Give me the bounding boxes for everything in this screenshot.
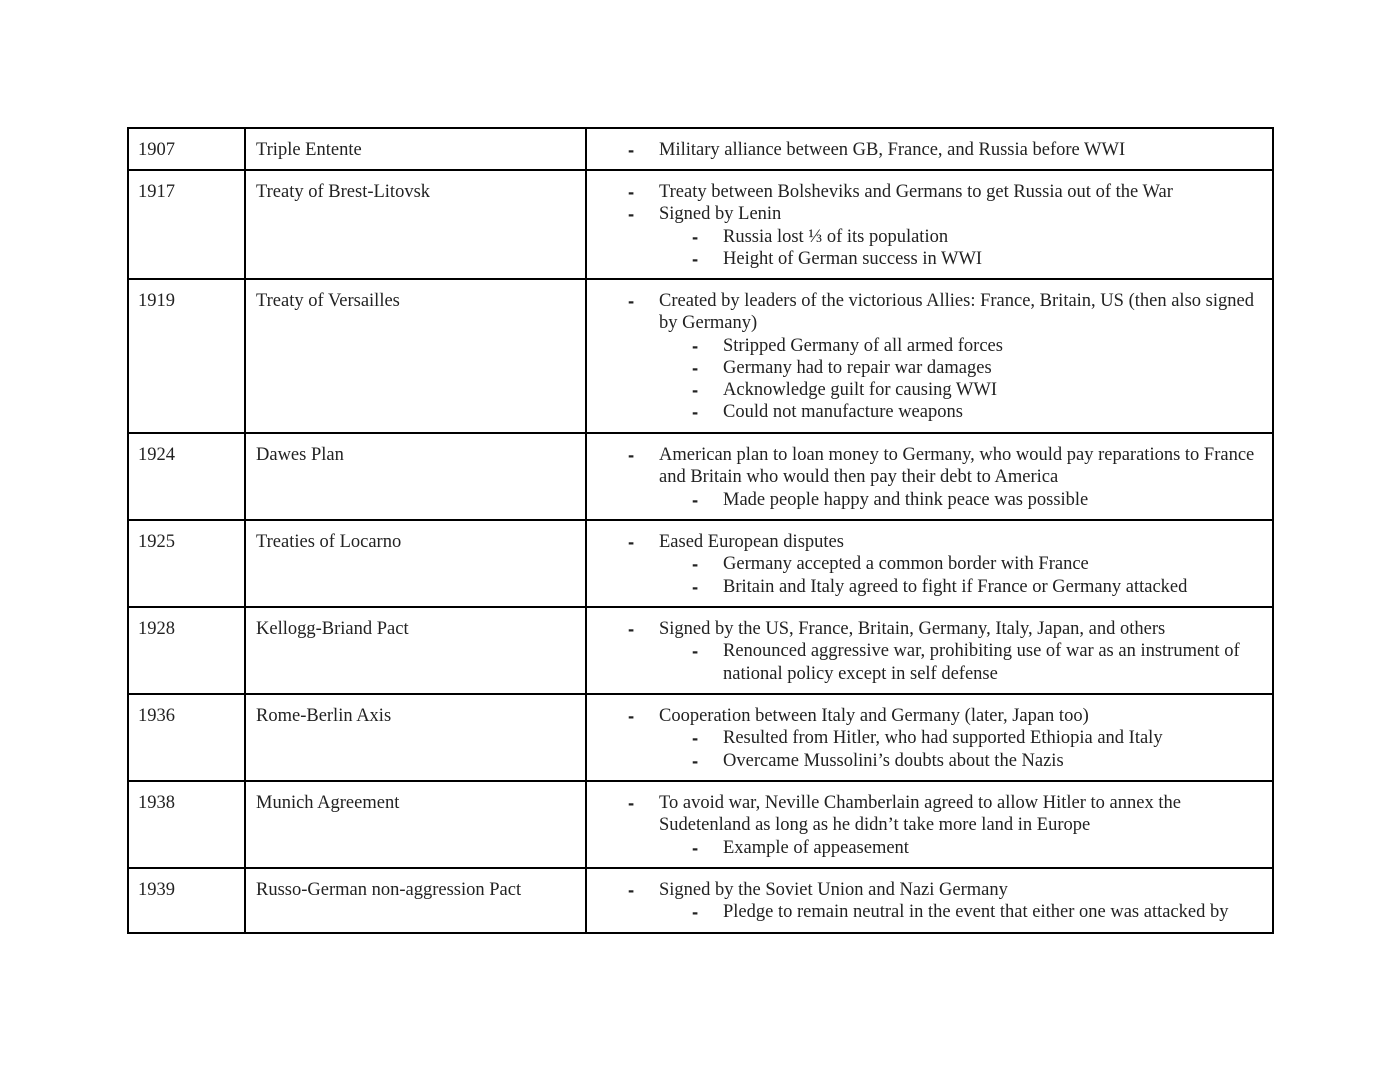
event-name-text: Treaty of Brest-Litovsk: [256, 182, 431, 203]
year-cell: [128, 520, 245, 607]
note-text: Renounced aggressive war, prohibiting use of war as an instrument of national policy except in self defense: [723, 641, 1240, 684]
table-row: [128, 694, 1273, 781]
bullet-dash: -: [692, 488, 699, 510]
bullet-dash: -: [628, 705, 635, 727]
note-text: Military alliance between GB, France, and Russia before WWI: [659, 140, 1126, 160]
year-text: 1939: [138, 880, 175, 901]
sub-note-bullet: [587, 640, 1260, 684]
year-text: 1924: [138, 445, 175, 466]
notes-cell: [586, 607, 1273, 694]
event-name-cell: [245, 128, 586, 170]
sub-note-bullet: [587, 576, 1260, 598]
bullet-dash: -: [628, 879, 635, 901]
note-bullet: [587, 879, 1260, 901]
bullet-dash: -: [692, 379, 699, 401]
timeline-table: [127, 127, 1274, 934]
note-text: Pledge to remain neutral in the event that either one was attacked by: [723, 902, 1229, 923]
sub-note-bullet: [587, 837, 1260, 859]
bullet-dash: -: [628, 181, 635, 203]
bullet-dash: -: [628, 139, 635, 160]
bullet-dash: -: [692, 640, 699, 662]
year-cell: [128, 694, 245, 781]
note-bullet: [587, 181, 1260, 203]
note-text: Germany accepted a common border with France: [723, 554, 1089, 575]
note-bullet: [587, 290, 1260, 334]
note-text: Signed by Lenin: [659, 204, 782, 225]
bullet-dash: -: [628, 531, 635, 553]
notes-cell: [586, 781, 1273, 868]
event-name-text: Treaties of Locarno: [256, 532, 402, 553]
table-row: [128, 868, 1273, 933]
note-bullet: [587, 444, 1260, 488]
table-row: [128, 128, 1273, 170]
sub-note-bullet: [587, 901, 1260, 923]
sub-note-bullet: [587, 226, 1260, 248]
year-cell: [128, 781, 245, 868]
note-text: Stripped Germany of all armed forces: [723, 335, 1003, 356]
sub-note-bullet: [587, 379, 1260, 401]
note-text: Cooperation between Italy and Germany (later, Japan too): [659, 706, 1089, 727]
table-row: [128, 433, 1273, 520]
year-text: 1928: [138, 619, 175, 640]
bullet-dash: -: [692, 727, 699, 749]
note-text: Germany had to repair war damages: [723, 357, 992, 378]
bullet-dash: -: [692, 356, 699, 378]
event-name-cell: [245, 694, 586, 781]
sub-note-bullet: [587, 401, 1260, 423]
note-bullet: [587, 705, 1260, 727]
year-cell: [128, 433, 245, 520]
note-text: Height of German success in WWI: [723, 248, 983, 269]
note-text: Signed by the Soviet Union and Nazi Germany: [659, 880, 1008, 901]
event-name-cell: [245, 433, 586, 520]
event-name-cell: [245, 607, 586, 694]
event-name-cell: [245, 520, 586, 607]
notes-cell: [586, 868, 1273, 933]
year-cell: [128, 170, 245, 279]
table-row: [128, 520, 1273, 607]
bullet-dash: -: [628, 618, 635, 640]
event-name-text: Treaty of Versailles: [256, 291, 400, 312]
event-name-text: Russo-German non-aggression Pact: [256, 880, 522, 901]
note-text: Created by leaders of the victorious Allies: France, Britain, US (then also signed by Germany): [659, 291, 1254, 334]
note-text: Signed by the US, France, Britain, Germany, Italy, Japan, and others: [659, 619, 1166, 640]
year-text: 1907: [138, 140, 175, 160]
notes-cell: [586, 520, 1273, 607]
note-text: Russia lost ⅓ of its population: [723, 226, 949, 247]
year-text: 1938: [138, 793, 175, 814]
note-text: Eased European disputes: [659, 532, 844, 553]
event-name-cell: [245, 781, 586, 868]
note-bullet: [587, 618, 1260, 640]
bullet-dash: -: [692, 575, 699, 597]
note-text: Overcame Mussolini’s doubts about the Nazis: [723, 750, 1064, 771]
note-text: Resulted from Hitler, who had supported Ethiopia and Italy: [723, 728, 1163, 749]
sub-note-bullet: [587, 727, 1260, 749]
notes-cell: [586, 279, 1273, 433]
sub-note-bullet: [587, 750, 1260, 772]
note-text: Treaty between Bolsheviks and Germans to get Russia out of the War: [659, 182, 1173, 203]
timeline-body: [128, 128, 1273, 933]
event-name-text: Triple Entente: [256, 140, 362, 160]
table-row: [128, 607, 1273, 694]
event-name-text: Kellogg-Briand Pact: [256, 619, 409, 640]
event-name-cell: [245, 279, 586, 433]
bullet-dash: -: [692, 749, 699, 771]
note-bullet: [587, 139, 1260, 161]
notes-cell: [586, 694, 1273, 781]
note-bullet: [587, 203, 1260, 225]
year-text: 1919: [138, 291, 175, 312]
note-text: To avoid war, Neville Chamberlain agreed to allow Hitler to annex the Sudetenland as long as he didn’t take more land in Europe: [659, 793, 1181, 836]
note-text: Made people happy and think peace was possible: [723, 489, 1089, 510]
bullet-dash: -: [692, 553, 699, 575]
event-name-text: Rome-Berlin Axis: [256, 706, 392, 727]
bullet-dash: -: [692, 247, 699, 269]
note-text: Britain and Italy agreed to fight if France or Germany attacked: [723, 576, 1188, 597]
event-name-text: Munich Agreement: [256, 793, 400, 814]
bullet-dash: -: [628, 290, 635, 312]
year-cell: [128, 279, 245, 433]
year-text: 1925: [138, 532, 175, 553]
notes-cell: [586, 170, 1273, 279]
note-bullet: [587, 531, 1260, 553]
note-bullet: [587, 792, 1260, 836]
bullet-dash: -: [628, 444, 635, 466]
event-name-cell: [245, 868, 586, 933]
sub-note-bullet: [587, 489, 1260, 511]
note-text: Could not manufacture weapons: [723, 402, 963, 423]
year-cell: [128, 128, 245, 170]
bullet-dash: -: [692, 401, 699, 423]
table-row: [128, 279, 1273, 433]
sub-note-bullet: [587, 553, 1260, 575]
notes-cell: [586, 433, 1273, 520]
bullet-dash: -: [628, 203, 635, 225]
bullet-dash: -: [628, 792, 635, 814]
sub-note-bullet: [587, 248, 1260, 270]
bullet-dash: -: [692, 334, 699, 356]
bullet-dash: -: [692, 836, 699, 858]
event-name-text: Dawes Plan: [256, 445, 344, 466]
notes-cell: [586, 128, 1273, 170]
event-name-cell: [245, 170, 586, 279]
year-text: 1917: [138, 182, 175, 203]
bullet-dash: -: [692, 901, 699, 923]
table-row: [128, 170, 1273, 279]
year-cell: [128, 868, 245, 933]
year-cell: [128, 607, 245, 694]
note-text: American plan to loan money to Germany, who would pay reparations to France and Britain who would then pay their debt to America: [659, 445, 1255, 488]
year-text: 1936: [138, 706, 175, 727]
sub-note-bullet: [587, 335, 1260, 357]
note-text: Example of appeasement: [723, 837, 909, 858]
table-row: [128, 781, 1273, 868]
note-text: Acknowledge guilt for causing WWI: [723, 380, 997, 401]
sub-note-bullet: [587, 357, 1260, 379]
bullet-dash: -: [692, 225, 699, 247]
